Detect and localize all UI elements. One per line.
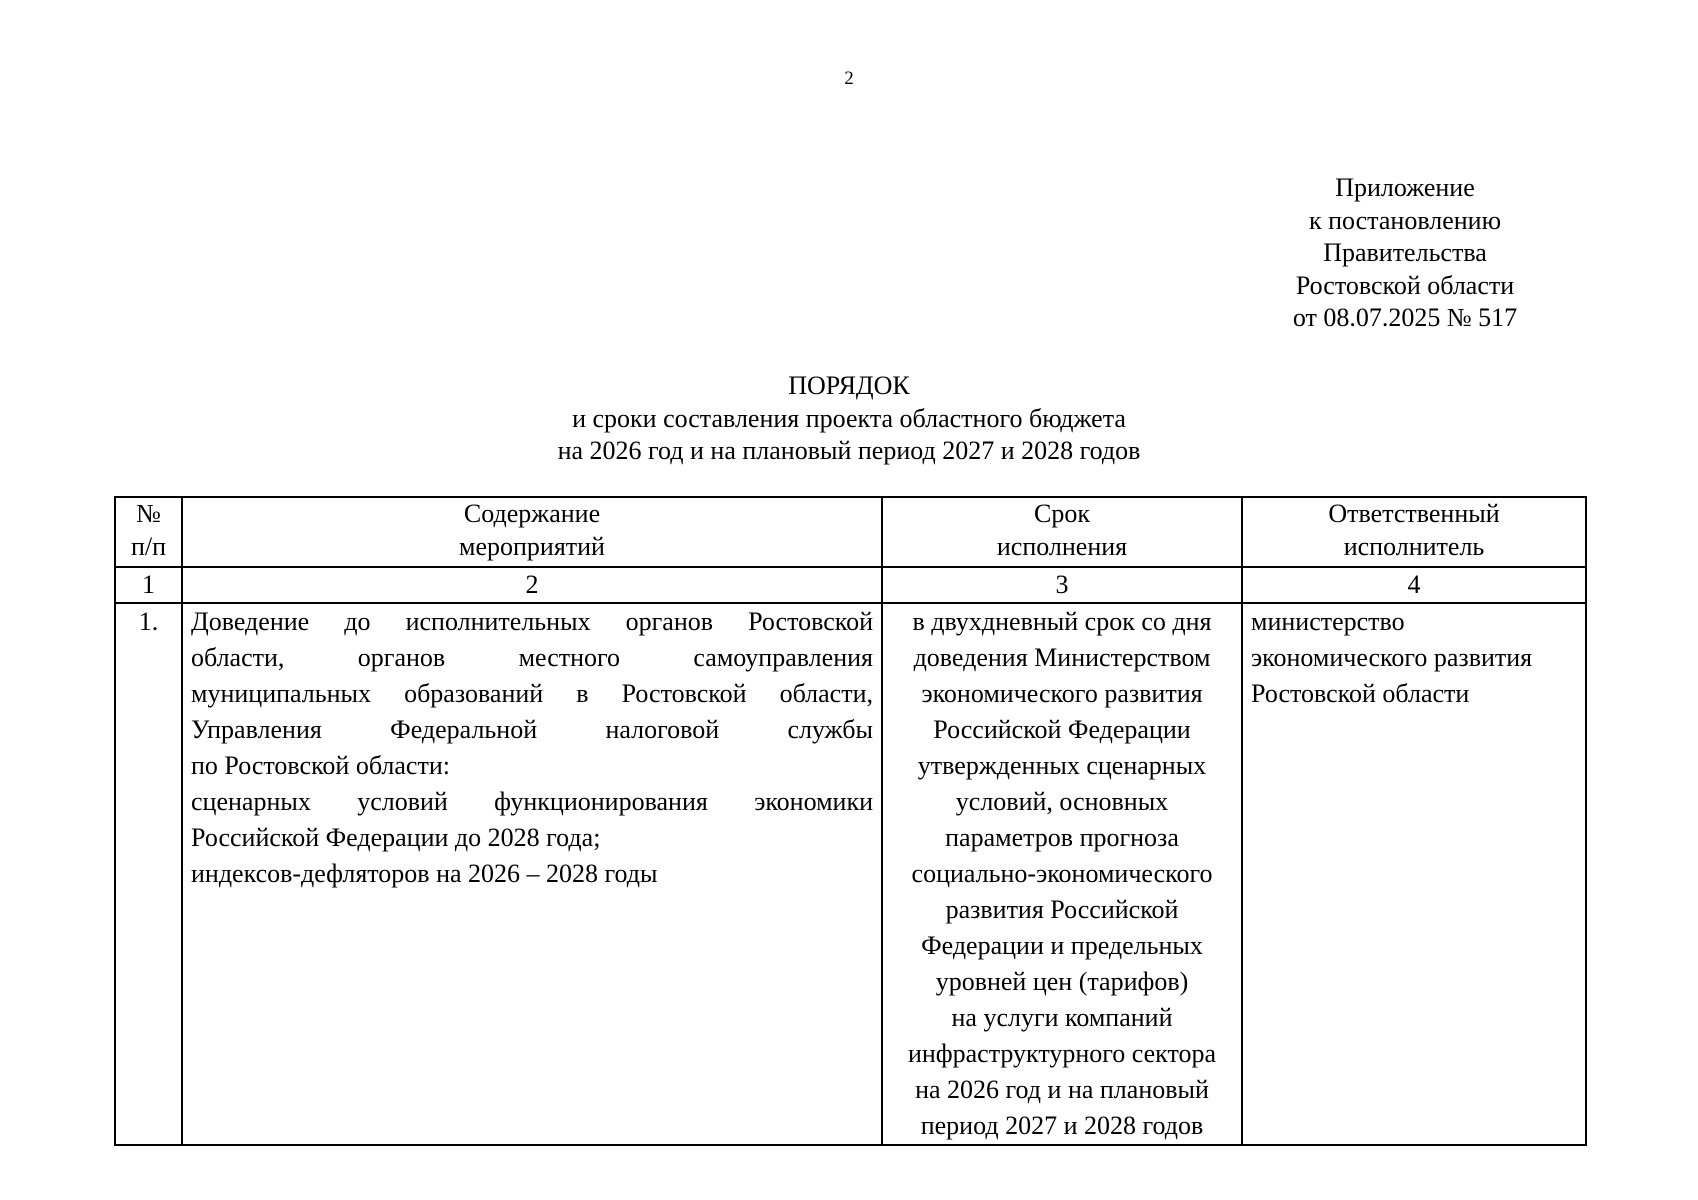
content-line: Управления Федеральной налоговой службы	[191, 715, 873, 744]
table-header-row	[115, 497, 1586, 567]
content-line: сценарных условий функционирования экономики	[191, 787, 873, 816]
column-number: 3	[882, 567, 1242, 603]
header-term	[882, 497, 1242, 567]
term-line: уровней цен (тарифов)	[935, 967, 1189, 996]
term-line: в двухдневный срок со дня	[912, 607, 1212, 636]
column-number: 2	[182, 567, 882, 603]
term-line: Федерации и предельных	[921, 931, 1203, 960]
row-responsible	[1242, 603, 1586, 1145]
term-line: развития Российской	[945, 895, 1179, 924]
content-line: по Ростовской области:	[191, 751, 450, 780]
responsible-line: министерство	[1251, 607, 1405, 636]
term-line: утвержденных сценарных	[917, 751, 1207, 780]
term-line: условий, основных	[955, 787, 1169, 816]
term-line: доведения Министерством	[913, 643, 1211, 672]
header-text: исполнения	[996, 531, 1128, 561]
header-text: исполнитель	[1343, 531, 1485, 561]
table-row	[115, 603, 1586, 1145]
document-title	[0, 370, 1698, 468]
header-text: мероприятий	[459, 531, 605, 561]
term-line: параметров прогноза	[945, 823, 1179, 852]
column-number: 4	[1242, 567, 1586, 603]
appendix-block	[1240, 172, 1570, 335]
term-line: на 2026 год и на плановый	[915, 1075, 1209, 1104]
header-content	[182, 497, 882, 567]
header-text: №	[136, 499, 161, 528]
content-line: Доведение до исполнительных органов Ростовской	[191, 607, 873, 636]
row-number: 1.	[115, 603, 182, 1145]
row-content	[182, 603, 882, 1145]
content-line: муниципальных образований в Ростовской области,	[191, 679, 873, 708]
responsible-line: Ростовской области	[1251, 679, 1470, 708]
content-line: Российской Федерации до 2028 года;	[191, 823, 601, 852]
header-responsible	[1242, 497, 1586, 567]
term-line: экономического развития	[921, 679, 1203, 708]
header-text: Срок	[1034, 499, 1090, 528]
title-line: на 2026 год и на плановый период 2027 и 2028 годов	[557, 436, 1141, 465]
content-line: индексов-дефляторов на 2026 – 2028 годы	[191, 859, 658, 888]
term-line: Российской Федерации	[933, 715, 1191, 744]
title-line: и сроки составления проекта областного бюджета	[572, 403, 1126, 433]
term-line: на услуги компаний	[951, 1003, 1173, 1032]
title-heading: ПОРЯДОК	[788, 371, 910, 400]
appendix-line: Правительства	[1323, 238, 1487, 267]
term-line: инфраструктурного сектора	[907, 1039, 1217, 1068]
appendix-line: к постановлению	[1308, 205, 1502, 235]
appendix-line: Ростовской области	[1295, 270, 1515, 300]
header-text: Содержание	[463, 499, 601, 528]
appendix-line: Приложение	[1335, 173, 1475, 202]
appendix-line: от 08.07.2025 № 517	[1292, 303, 1518, 332]
term-line: социально-экономического	[911, 859, 1213, 888]
column-number-row	[115, 567, 1586, 603]
schedule-table	[114, 496, 1587, 1146]
responsible-line: экономического развития	[1251, 643, 1533, 672]
term-line: период 2027 и 2028 годов	[920, 1111, 1204, 1140]
row-term	[882, 603, 1242, 1145]
column-number: 1	[115, 567, 182, 603]
header-number	[115, 497, 182, 567]
content-line: области, органов местного самоуправления	[191, 643, 873, 672]
page-number: 2	[844, 68, 854, 89]
header-text: Ответственный	[1328, 499, 1500, 528]
header-text: п/п	[130, 531, 167, 561]
